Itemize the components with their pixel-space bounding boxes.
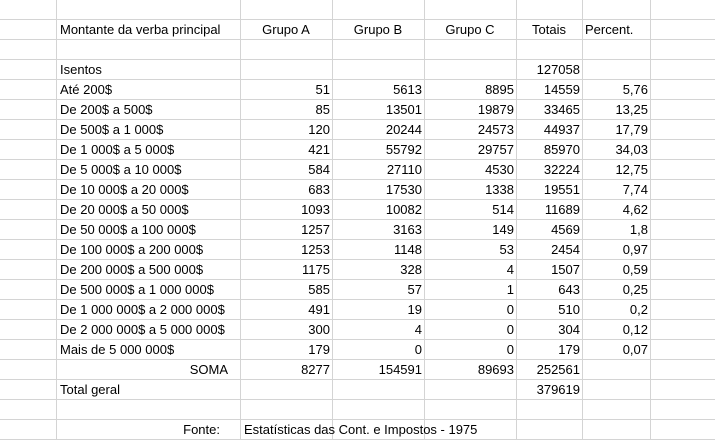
row-label-cell[interactable]: De 100 000$ a 200 000$	[60, 242, 204, 257]
grupo-b-cell[interactable]: 5613	[393, 82, 422, 97]
grupo-a-cell[interactable]: 683	[308, 182, 330, 197]
total-cell[interactable]: 44937	[543, 122, 580, 137]
grupo-b-cell[interactable]: 0	[414, 342, 422, 357]
row-label-cell[interactable]: De 200$ a 500$	[60, 102, 153, 117]
grupo-c-cell[interactable]: 0	[506, 342, 514, 357]
grupo-b-cell[interactable]: 4	[414, 322, 422, 337]
grupo-a-cell[interactable]: 584	[308, 162, 330, 177]
total-cell[interactable]: 304	[558, 322, 580, 337]
grupo-a-cell[interactable]: 1175	[302, 262, 330, 277]
percent-cell[interactable]: 0,59	[622, 262, 648, 277]
grupo-c-cell[interactable]: 514	[492, 202, 514, 217]
isentos-label-cell[interactable]: Isentos	[60, 62, 102, 77]
table-row	[0, 240, 715, 260]
percent-cell[interactable]: 0,12	[622, 322, 648, 337]
grupo-a-cell[interactable]: 179	[308, 342, 330, 357]
grupo-c-cell[interactable]: 24573	[477, 122, 514, 137]
percent-cell[interactable]: 12,75	[615, 162, 648, 177]
table-row	[0, 280, 715, 300]
total-cell[interactable]: 19551	[543, 182, 580, 197]
percent-cell[interactable]: 4,62	[622, 202, 648, 217]
grupo-b-cell[interactable]: 328	[400, 262, 422, 277]
grupo-a-cell[interactable]: 1093	[301, 202, 330, 217]
total-cell[interactable]: 33465	[543, 102, 580, 117]
table-row	[0, 160, 715, 180]
grupo-a-cell[interactable]: 491	[308, 302, 330, 317]
grupo-b-cell[interactable]: 3163	[393, 222, 422, 237]
fonte-row	[0, 420, 715, 440]
grupo-a-cell[interactable]: 1253	[301, 242, 330, 257]
grupo-b-cell[interactable]: 20244	[385, 122, 422, 137]
row-label-cell[interactable]: De 20 000$ a 50 000$	[60, 202, 189, 217]
grupo-c-cell[interactable]: 8895	[485, 82, 514, 97]
total-geral-row	[0, 380, 715, 400]
total-cell[interactable]: 2454	[551, 242, 580, 257]
total-cell[interactable]: 14559	[543, 82, 580, 97]
grupo-c-cell[interactable]: 1	[506, 282, 514, 297]
percent-cell[interactable]: 1,8	[629, 222, 648, 237]
percent-cell[interactable]: 0,2	[629, 302, 648, 317]
header-percent-cell[interactable]: Percent.	[585, 22, 634, 37]
percent-cell[interactable]: 0,07	[622, 342, 648, 357]
header-row	[0, 20, 715, 40]
total-cell[interactable]: 179	[558, 342, 580, 357]
header-totais-cell[interactable]: Totais	[532, 22, 566, 37]
row-label-cell[interactable]: De 5 000$ a 10 000$	[60, 162, 182, 177]
header-grupo-b-cell[interactable]: Grupo B	[353, 22, 403, 37]
total-cell[interactable]: 643	[558, 282, 580, 297]
total-cell[interactable]: 4569	[551, 222, 580, 237]
total-geral-value-cell[interactable]: 379619	[536, 382, 580, 397]
table-row	[0, 260, 715, 280]
grupo-a-cell[interactable]: 300	[308, 322, 330, 337]
grupo-a-cell[interactable]: 585	[308, 282, 330, 297]
row-label-cell[interactable]: De 2 000 000$ a 5 000 000$	[60, 322, 225, 337]
isentos-row	[0, 60, 715, 80]
table-row	[0, 300, 715, 320]
table-row	[0, 340, 715, 360]
grupo-b-cell[interactable]: 17530	[385, 182, 422, 197]
percent-cell[interactable]: 7,74	[622, 182, 648, 197]
grupo-a-cell[interactable]: 421	[308, 142, 330, 157]
grupo-b-cell[interactable]: 55792	[385, 142, 422, 157]
grupo-b-cell[interactable]: 19	[407, 302, 422, 317]
fonte-label-cell[interactable]: Fonte:	[183, 422, 220, 437]
table-row	[0, 180, 715, 200]
grupo-a-cell[interactable]: 51	[315, 82, 330, 97]
total-cell[interactable]: 11689	[544, 202, 580, 217]
percent-cell[interactable]: 0,25	[622, 282, 648, 297]
table-row	[0, 140, 715, 160]
row-label-cell[interactable]: De 50 000$ a 100 000$	[60, 222, 196, 237]
grupo-b-cell[interactable]: 13501	[385, 102, 422, 117]
grupo-b-cell[interactable]: 27110	[386, 162, 422, 177]
row-label-cell[interactable]: Até 200$	[60, 82, 113, 97]
row-label-cell[interactable]: De 500$ a 1 000$	[60, 122, 164, 137]
table-row	[0, 200, 715, 220]
grupo-b-cell[interactable]: 1148	[394, 242, 422, 257]
fonte-text-cell[interactable]: Estatísticas das Cont. e Impostos - 1975	[244, 422, 478, 437]
soma-label-cell[interactable]: SOMA	[189, 362, 228, 377]
total-cell[interactable]: 85970	[543, 142, 580, 157]
table-row	[0, 120, 715, 140]
header-grupo-c-cell[interactable]: Grupo C	[445, 22, 495, 37]
table-row	[0, 320, 715, 340]
soma-grupo-a-cell[interactable]: 8277	[301, 362, 330, 377]
grupo-c-cell[interactable]: 1338	[485, 182, 514, 197]
percent-cell[interactable]: 34,03	[615, 142, 648, 157]
grupo-c-cell[interactable]: 4	[506, 262, 514, 277]
total-cell[interactable]: 510	[558, 302, 580, 317]
table-row	[0, 220, 715, 240]
soma-grupo-c-cell[interactable]: 89693	[477, 362, 514, 377]
grupo-b-cell[interactable]: 10082	[385, 202, 422, 217]
row-label-cell[interactable]: Mais de 5 000 000$	[60, 342, 175, 357]
table-row	[0, 80, 715, 100]
total-geral-label-cell[interactable]: Total geral	[60, 382, 120, 397]
grupo-c-cell[interactable]: 29757	[477, 142, 514, 157]
header-label-cell[interactable]: Montante da verba principal	[60, 22, 221, 37]
percent-cell[interactable]: 17,79	[615, 122, 648, 137]
percent-cell[interactable]: 13,25	[615, 102, 648, 117]
soma-grupo-b-cell[interactable]: 154591	[378, 362, 422, 377]
grupo-c-cell[interactable]: 149	[492, 222, 514, 237]
grupo-c-cell[interactable]: 0	[506, 322, 514, 337]
grupo-b-cell[interactable]: 57	[407, 282, 422, 297]
grupo-c-cell[interactable]: 4530	[485, 162, 514, 177]
grupo-c-cell[interactable]: 53	[499, 242, 514, 257]
grupo-c-cell[interactable]: 0	[506, 302, 514, 317]
soma-row	[0, 360, 715, 380]
row-label-cell[interactable]: De 1 000 000$ a 2 000 000$	[60, 302, 225, 317]
row-label-cell[interactable]: De 500 000$ a 1 000 000$	[60, 282, 214, 297]
grupo-a-cell[interactable]: 1257	[301, 222, 330, 237]
isentos-total-cell[interactable]: 127058	[536, 62, 580, 77]
total-cell[interactable]: 32224	[543, 162, 580, 177]
total-cell[interactable]: 1507	[551, 262, 580, 277]
header-grupo-a-cell[interactable]: Grupo A	[262, 22, 310, 37]
percent-cell[interactable]: 0,97	[622, 242, 648, 257]
row-label-cell[interactable]: De 10 000$ a 20 000$	[60, 182, 189, 197]
grupo-a-cell[interactable]: 120	[308, 122, 330, 137]
row-label-cell[interactable]: De 1 000$ a 5 000$	[60, 142, 175, 157]
table-row	[0, 100, 715, 120]
percent-cell[interactable]: 5,76	[622, 82, 648, 97]
row-label-cell[interactable]: De 200 000$ a 500 000$	[60, 262, 204, 277]
soma-total-cell[interactable]: 252561	[536, 362, 580, 377]
grupo-c-cell[interactable]: 19879	[477, 102, 514, 117]
grupo-a-cell[interactable]: 85	[315, 102, 330, 117]
